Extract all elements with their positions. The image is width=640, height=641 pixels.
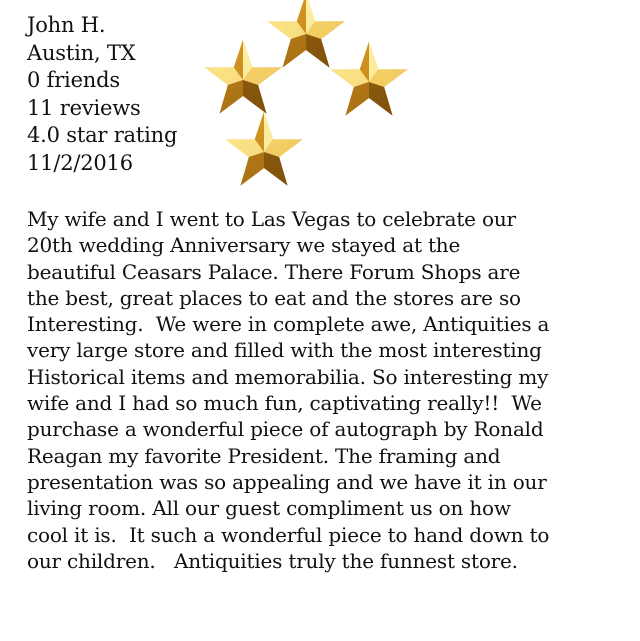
review-line: beautiful Ceasars Palace. There Forum Shops are: [27, 259, 521, 284]
review-line: our children. Antiquities truly the funnest store.: [27, 548, 518, 573]
review-line: presentation was so appealing and we have it in our: [27, 469, 547, 494]
review-date: 11/2/2016: [27, 150, 133, 175]
star-rating-graphic: [0, 0, 640, 200]
gold-star-icon: [204, 40, 281, 114]
reviewer-friends-count: 0 friends: [27, 68, 120, 92]
review-line: Interesting. We were in complete awe, Antiquities a: [27, 312, 550, 337]
review-line: Reagan my favorite President. The framing and: [27, 443, 501, 468]
gold-star-icon: [267, 0, 344, 68]
reviewer-reviews-count: 11 reviews: [27, 95, 141, 120]
review-line: My wife and I went to Las Vegas to celebrate our: [27, 207, 516, 231]
review-line: 20th wedding Anniversary we stayed at the: [27, 233, 461, 258]
review-line: Historical items and memorabilia. So interesting my: [27, 364, 549, 389]
gold-star-icon: [330, 42, 407, 116]
review-line: very large store and filled with the most interesting: [27, 338, 542, 363]
gold-star-icon: [225, 112, 302, 186]
review-line: living room. All our guest compliment us on how: [27, 496, 511, 521]
review-line: the best, great places to eat and the stores are so: [27, 285, 521, 310]
review-body: [27, 206, 627, 574]
reviewer-location: Austin, TX: [27, 40, 136, 65]
reviewer-name: John H.: [27, 13, 106, 37]
review-line: wife and I had so much fun, captivating really!! We: [27, 391, 542, 416]
review-line: purchase a wonderful piece of autograph by Ronald: [27, 417, 544, 442]
review-line: cool it is. It such a wonderful piece to hand down to: [27, 522, 550, 547]
star-rating-text: 4.0 star rating: [27, 123, 178, 147]
